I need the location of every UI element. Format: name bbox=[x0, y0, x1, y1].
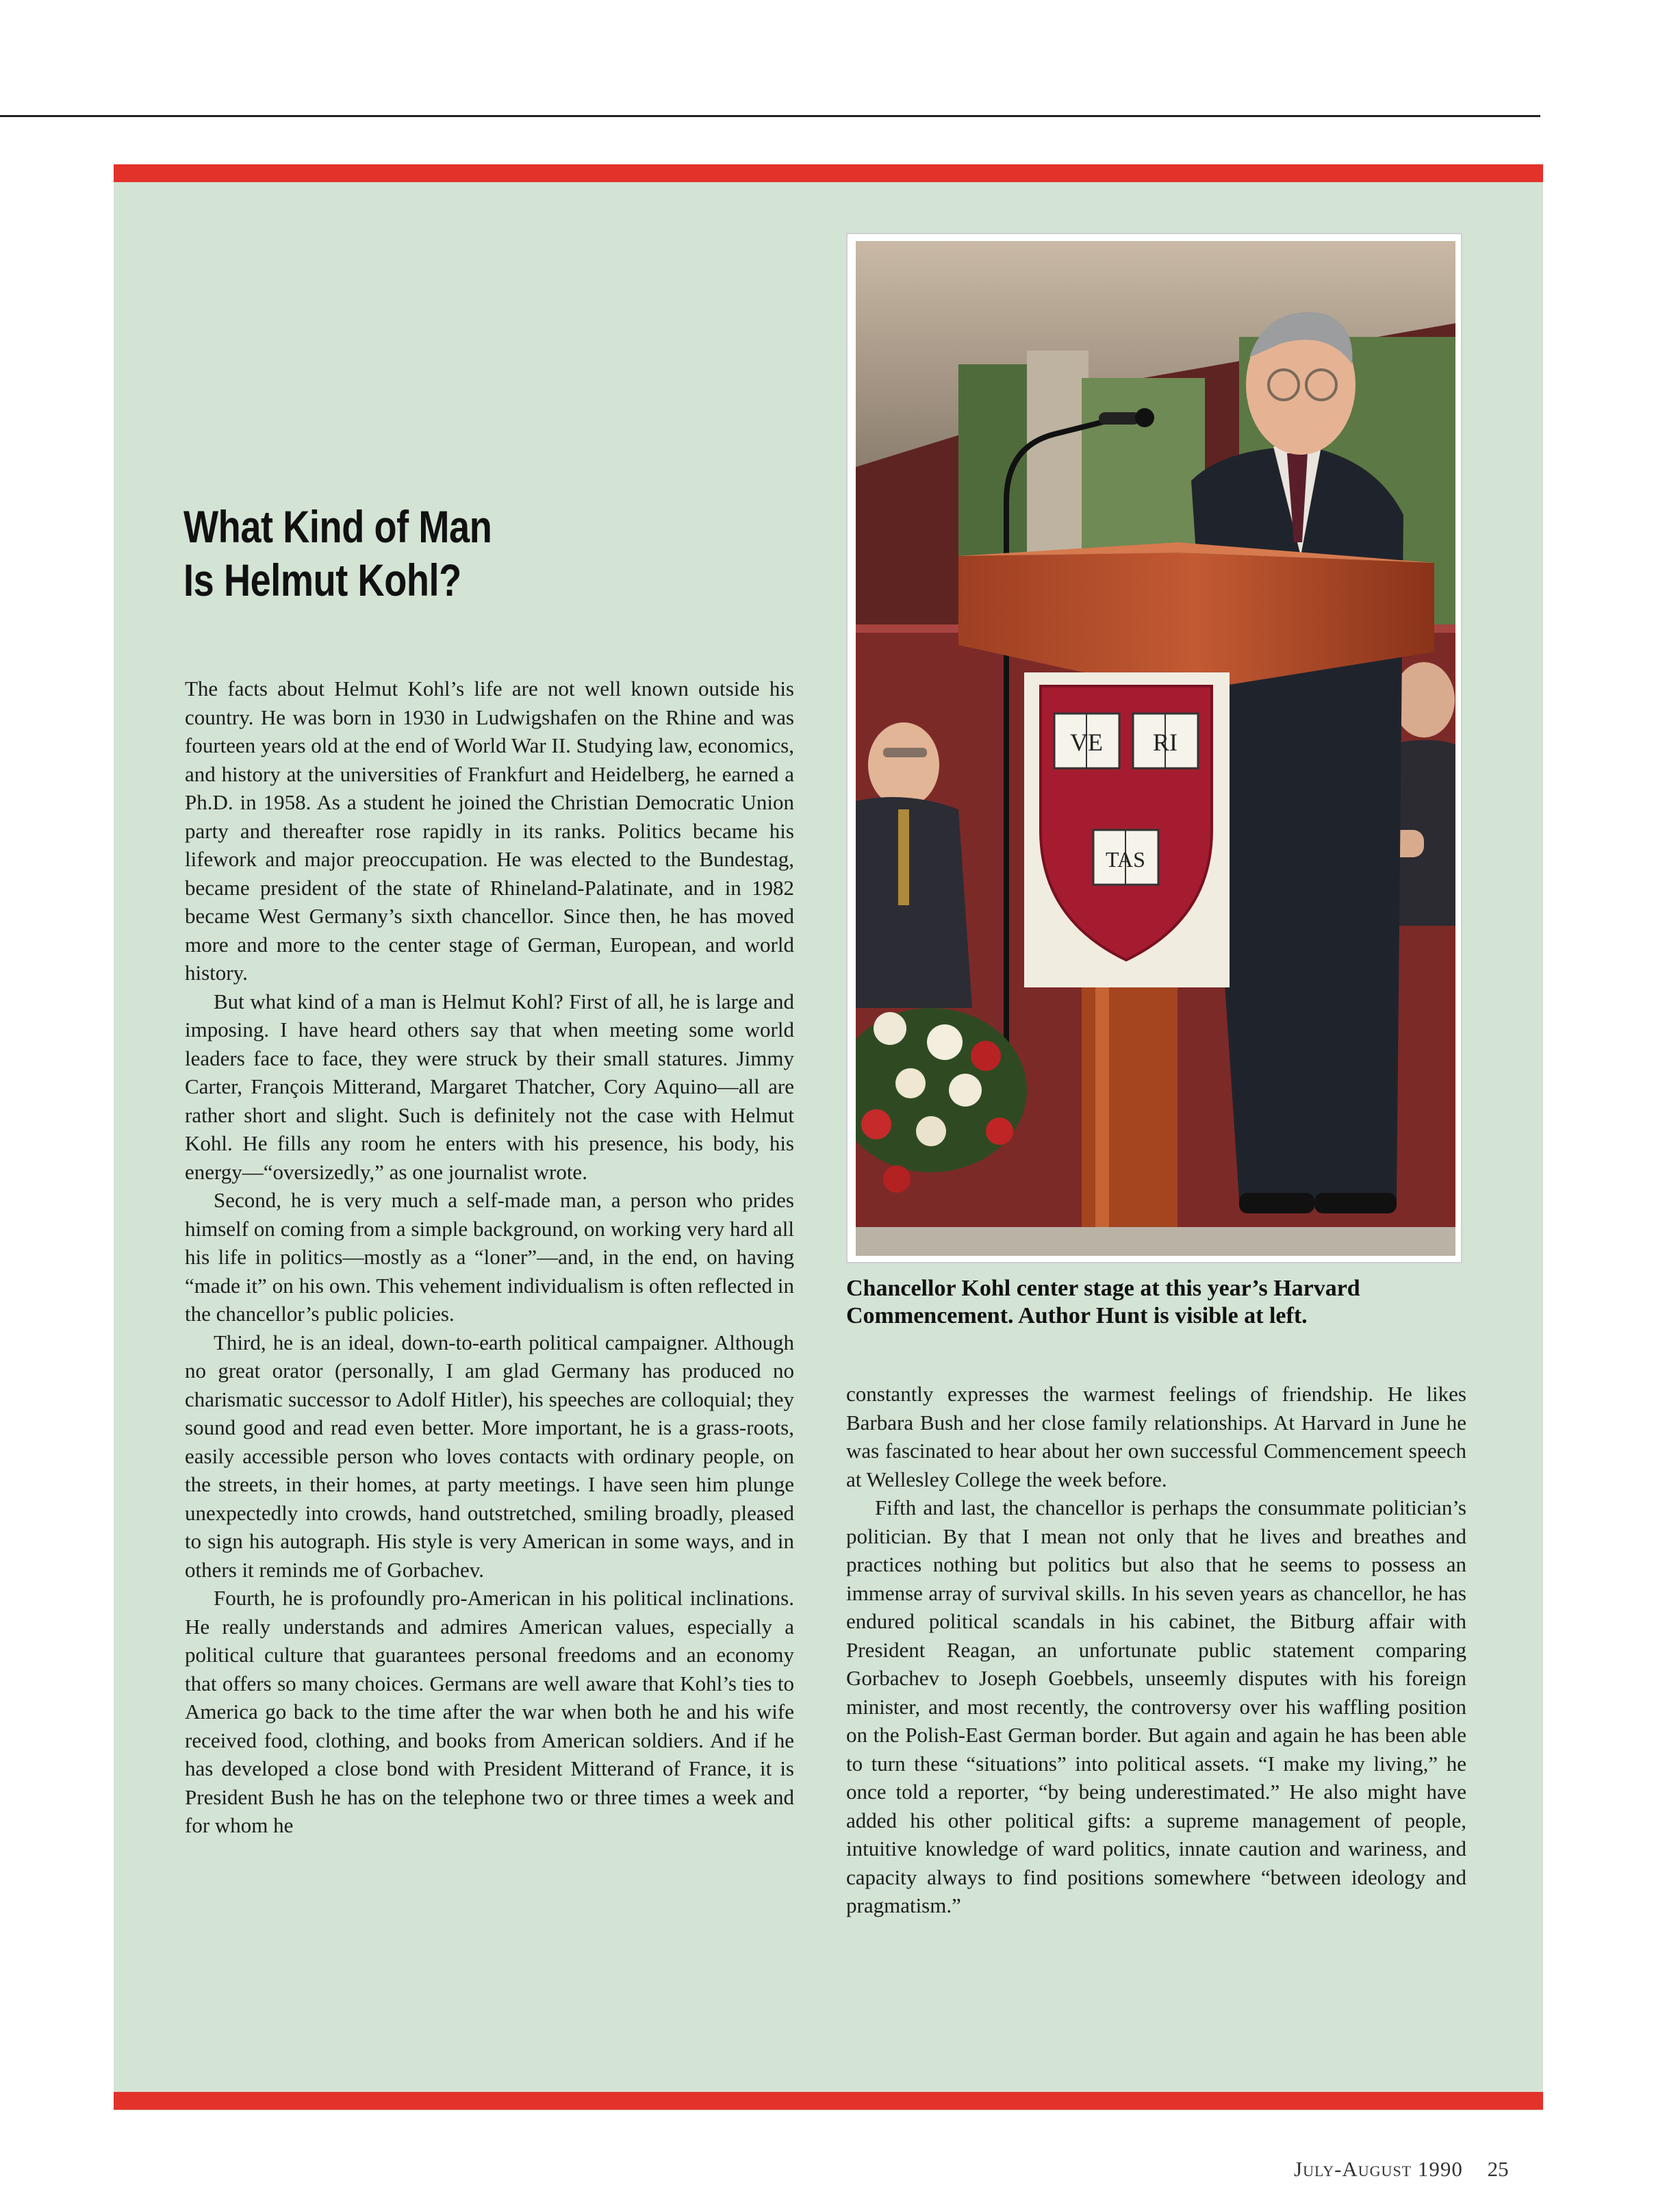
paragraph-7: Fifth and last, the chancellor is perhaps the consummate politician’s politician. By that I mean not only that he lives and breathes and practices nothing but politics but also that he seems to possess an immense array of survival skills. In his seven years as chancellor, he has endured political scandals in his cabinet, the Bitburg affair with President Reagan, an unfortunate public statement comparing Gorbachev to Joseph Goebbels, unseemly disputes with his foreign minister, and most recently, the controversy over his waffling position on the Polish-East German border. But again and again he has been able to turn these “situations” into political assets. “I make my living,” he once told a reporter, “by being underestimated.” He also might have added his other political gifts: a supreme management of people, intuitive knowledge of ward politics, innate caution and wariness, and capacity always to find positions somewhere “between ideology and pragmatism.” bbox=[846, 1495, 1466, 1917]
caption-line-2: Commencement. Author Hunt is visible at left. bbox=[846, 1303, 1308, 1328]
paragraph-3: Second, he is very much a self-made man, a person who prides himself on coming from a simple background, on working very hard all his life in politics—mostly as a “loner”—and, in the end, on having “made it” on his own. This vehement individualism is often reflected in the chancellor’s public policies. bbox=[185, 1188, 794, 1326]
paragraph-4: Third, he is an ideal, down-to-earth political campaigner. Although no great orator (personally, I am glad Germany has produced no charismatic successor to Adolf Hitler), his speeches are colloquial; they sound good and read even better. More important, he is a grass-roots, easily accessible person who loves contacts with ordinary people, on the streets, in their homes, at party meetings. I have seen him plunge unexpectedly into crowds, hand outstretched, smiling broadly, pleased to sign his autograph. His style is very American in some ways, and in others it reminds me of Gorbachev. bbox=[185, 1330, 794, 1582]
veritas-book-1 bbox=[1054, 714, 1119, 768]
article-headline bbox=[183, 500, 689, 607]
left-text-column bbox=[185, 674, 794, 1840]
veritas-text-ri: RI bbox=[1153, 729, 1178, 756]
paragraph-1: The facts about Helmut Kohl’s life are not well known outside his country. He was born in 1930 in Ludwigshafen on the Rhine and was fourteen years old at the end of World War II. Studying law, economics, and history at the universities of Frankfurt and Heidelberg, he earned a Ph.D. in 1958. As a student he joined the Christian Democratic Union party and thereafter rose rapidly in its ranks. Politics became his lifework and major preoccupation. He was elected to the Bundestag, became president of the state of Rhineland-Palatinate, and in 1982 became West Germany’s sixth chancellor. Since then, he has moved more and more to the center stage of German, European, and world history. bbox=[185, 677, 794, 985]
veritas-text-tas: TAS bbox=[1106, 847, 1145, 872]
headline-line-2: Is Helmut Kohl? bbox=[183, 555, 461, 605]
veritas-text-ve: VE bbox=[1070, 729, 1103, 756]
top-accent-bar bbox=[114, 164, 1543, 182]
bottom-accent-bar bbox=[114, 2092, 1543, 2110]
photo-caption bbox=[846, 1275, 1469, 1330]
paragraph-6: constantly expresses the warmest feelings of friendship. He likes Barbara Bush and her close family relationships. At Harvard in June he was fascinated to hear about her own successful Commencement speech at Wellesley College the week before. bbox=[846, 1382, 1466, 1491]
page-number: 25 bbox=[1487, 2157, 1509, 2181]
top-rule bbox=[0, 115, 1540, 117]
headline-line-1: What Kind of Man bbox=[183, 501, 492, 552]
photo-illustration bbox=[856, 241, 1455, 1256]
caption-line-1: Chancellor Kohl center stage at this year’s Harvard bbox=[846, 1276, 1360, 1301]
commencement-photo bbox=[856, 241, 1455, 1256]
paragraph-5: Fourth, he is profoundly pro-American in his political inclinations. He really understands and admires American values, especially a political culture that guarantees personal freedoms and an economy that offers so many choices. Germans are well aware that Kohl’s ties to America go back to the time after the war when both he and his wife received food, clothing, and books from American soldiers. And if he has developed a close bond with President Mitterand of France, it is President Bush he has on the telephone two or three times a week and for whom he bbox=[185, 1586, 794, 1837]
right-text-column bbox=[846, 1380, 1466, 1920]
paragraph-2: But what kind of a man is Helmut Kohl? First of all, he is large and imposing. I have heard others say that when meeting some world leaders face to face, they were struck by their small statures. Jimmy Carter, François Mitterand, Margaret Thatcher, Cory Aquino—all are rather short and slight. Such is definitely not the case with Helmut Kohl. He fills any room he enters with his presence, his body, his energy—“oversizedly,” as one journalist wrote. bbox=[185, 989, 794, 1184]
veritas-banner bbox=[1024, 672, 1230, 987]
veritas-book-3 bbox=[1093, 830, 1158, 885]
issue-dateline: July-August 1990 bbox=[1294, 2157, 1463, 2181]
veritas-book-2 bbox=[1133, 714, 1198, 768]
page-footer bbox=[1294, 2157, 1554, 2182]
